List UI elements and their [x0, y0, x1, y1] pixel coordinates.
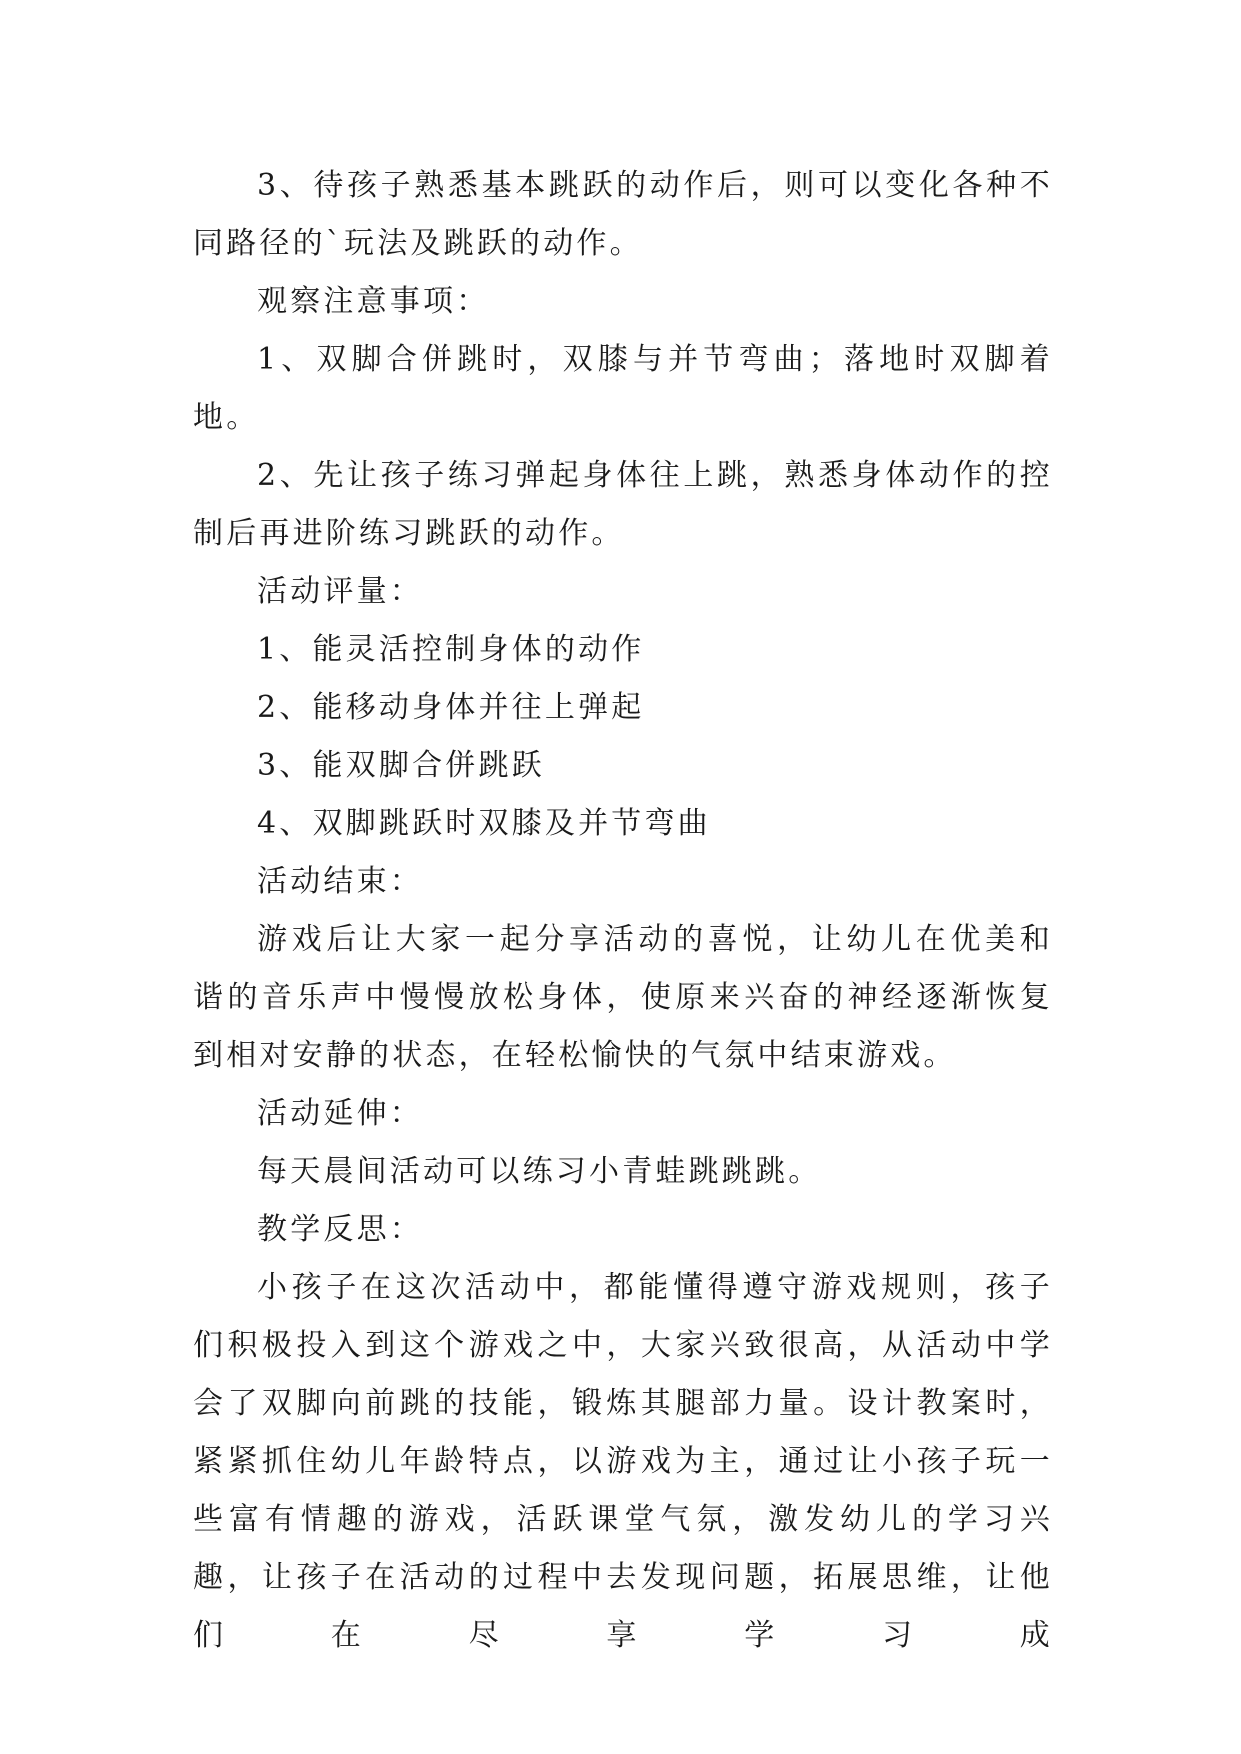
paragraph-observation-1: 1、双脚合併跳时，双膝与并节弯曲；落地时双脚着地。	[193, 342, 1053, 435]
paragraph-teaching-reflection: 小孩子在这次活动中，都能懂得遵守游戏规则，孩子们积极投入到这个游戏之中，大家兴致很高，从活动中学会了双脚向前跳的技能，锻炼其腿部力量。设计教案时，紧紧抓住幼儿年龄特点，以游戏为主，通过让小孩子玩一些富有情趣的游戏，活跃课堂气氛，激发幼儿的学习兴趣，让孩子在活动的过程中去发现问题，拓展思维，让他们在尽享学习成	[193, 1270, 1053, 1653]
paragraph-assessment-4: 4、双脚跳跃时双膝及并节弯曲	[257, 806, 711, 841]
paragraph-observation-2: 2、先让孩子练习弹起身体往上跳，熟悉身体动作的控制后再进阶练习跳跃的动作。	[193, 458, 1053, 551]
heading-activity-extension: 活动延伸：	[257, 1096, 423, 1131]
paragraph-assessment-3: 3、能双脚合併跳跃	[257, 748, 545, 783]
heading-teaching-reflection: 教学反思：	[257, 1212, 423, 1247]
document-body	[193, 157, 1053, 1665]
paragraph-activity-extension: 每天晨间活动可以练习小青蛙跳跳跳。	[257, 1154, 822, 1189]
paragraph-assessment-2: 2、能移动身体并往上弹起	[257, 690, 645, 725]
paragraph-activity-end: 游戏后让大家一起分享活动的喜悦，让幼儿在优美和谐的音乐声中慢慢放松身体，使原来兴奋的神经逐渐恢复到相对安静的状态，在轻松愉快的气氛中结束游戏。	[193, 922, 1053, 1073]
paragraph-assessment-1: 1、能灵活控制身体的动作	[257, 632, 645, 667]
heading-activity-assessment: 活动评量：	[257, 574, 423, 609]
paragraph-step-3: 3、待孩子熟悉基本跳跃的动作后，则可以变化各种不同路径的`玩法及跳跃的动作。	[193, 168, 1053, 261]
heading-activity-end: 活动结束：	[257, 864, 423, 899]
heading-observation-notes: 观察注意事项：	[257, 284, 490, 319]
